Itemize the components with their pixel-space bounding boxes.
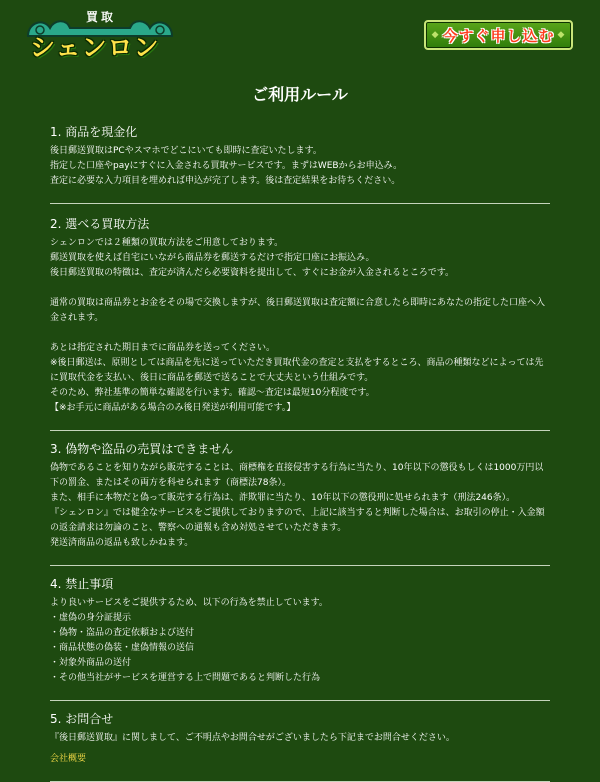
section-body: 偽物であることを知りながら販売することは、商標権を直接侵害する行為に当たり、10年以下の懲役もしくは1000万円以下の罰金、またはその両方を科せられます（商標法78条）。 また、相手に本物だと偽って販売する行為は、詐欺罪に当たり、10年以下の懲役刑に処せられます（刑法246条）。 『シェンロン』では健全なサービスをご提供しておりますので、上記に該当すると判断した場合は、お取引の停止・入金額の返金請求は勿論のこと、警察への通報も含め対処させていただきます。 発送済商品の返品も致しかねます。: [50, 463, 545, 548]
section-body: 『後日郵送買取』に関しまして、ご不明点やお問合せがございましたら下記までお問合せください。: [50, 733, 455, 743]
page-title: ご利用ルール: [252, 85, 348, 104]
company-info-link[interactable]: 会社概要: [50, 754, 87, 764]
section-body: 後日郵送買取はPCやスマホでどこにいても即時に査定いたします。 指定した口座やpayにすぐに入金される買取サービスです。まずはWEBからお申込み。 査定に必要な入力項目を埋めれば申込が完了します。後は査定結果をお待ちください。: [50, 146, 403, 186]
section-heading: 2. 選べる買取方法: [50, 217, 150, 231]
diamond-deco-icon: ◆: [431, 30, 440, 40]
section-heading: 3. 偽物や盗品の売買はできません: [50, 442, 234, 456]
apply-now-label: 今すぐ申し込む: [442, 26, 555, 45]
logo-name: シェンロン: [30, 33, 160, 62]
section-heading: 1. 商品を現金化: [50, 125, 138, 139]
apply-now-button[interactable]: [424, 20, 573, 50]
logo-kicker: 買取: [86, 10, 117, 24]
rules-list: [0, 120, 600, 782]
rule-section-methods: [50, 204, 550, 431]
rule-section-contact: [50, 701, 550, 782]
section-body: シェンロンでは２種類の買取方法をご用意しております。 郵送買取を使えば自宅にいながら商品券を郵送するだけで指定口座にお振込み。 後日郵送買取の特徴は、査定が済んだら必要資料を提出して、すぐにお金が入金されるところです。 通常の買取は商品券とお金をその場で交換しますが、後日郵送買取は査定額に合意したら即時にあなたの指定した口座へ入金されます。 あとは指定された期日までに商品券を送ってください。 ※後日郵送は、原則としては商品を先に送っていただき買取代金の査定と支払をするところ、商品の種類などによっては先に買取代金を支払い、後日に商品を郵送で送ることで大丈夫という仕組みです。 そのため、弊社基準の簡単な確認を行います。確認〜査定は最短10分程度です。 【※お手元に商品がある場合のみ後日発送が利用可能です。】: [50, 238, 546, 413]
section-body: より良いサービスをご提供するため、以下の行為を禁止しています。 ・虚偽の身分証提示 ・偽物・盗品の査定依頼および送付 ・商品状態の偽装・虚偽情報の送信 ・対象外商品の送付 ・その他当社がサービスを運営する上で問題であると判断した行為: [50, 598, 328, 683]
site-header: [0, 0, 600, 72]
rule-section-counterfeit: [50, 431, 550, 566]
rule-section-cashing: [50, 120, 550, 204]
diamond-deco-icon: ◆: [557, 30, 566, 40]
rule-section-prohibited: [50, 566, 550, 701]
site-logo[interactable]: [26, 8, 174, 62]
section-heading: 4. 禁止事項: [50, 577, 114, 591]
section-heading: 5. お問合せ: [50, 712, 114, 726]
